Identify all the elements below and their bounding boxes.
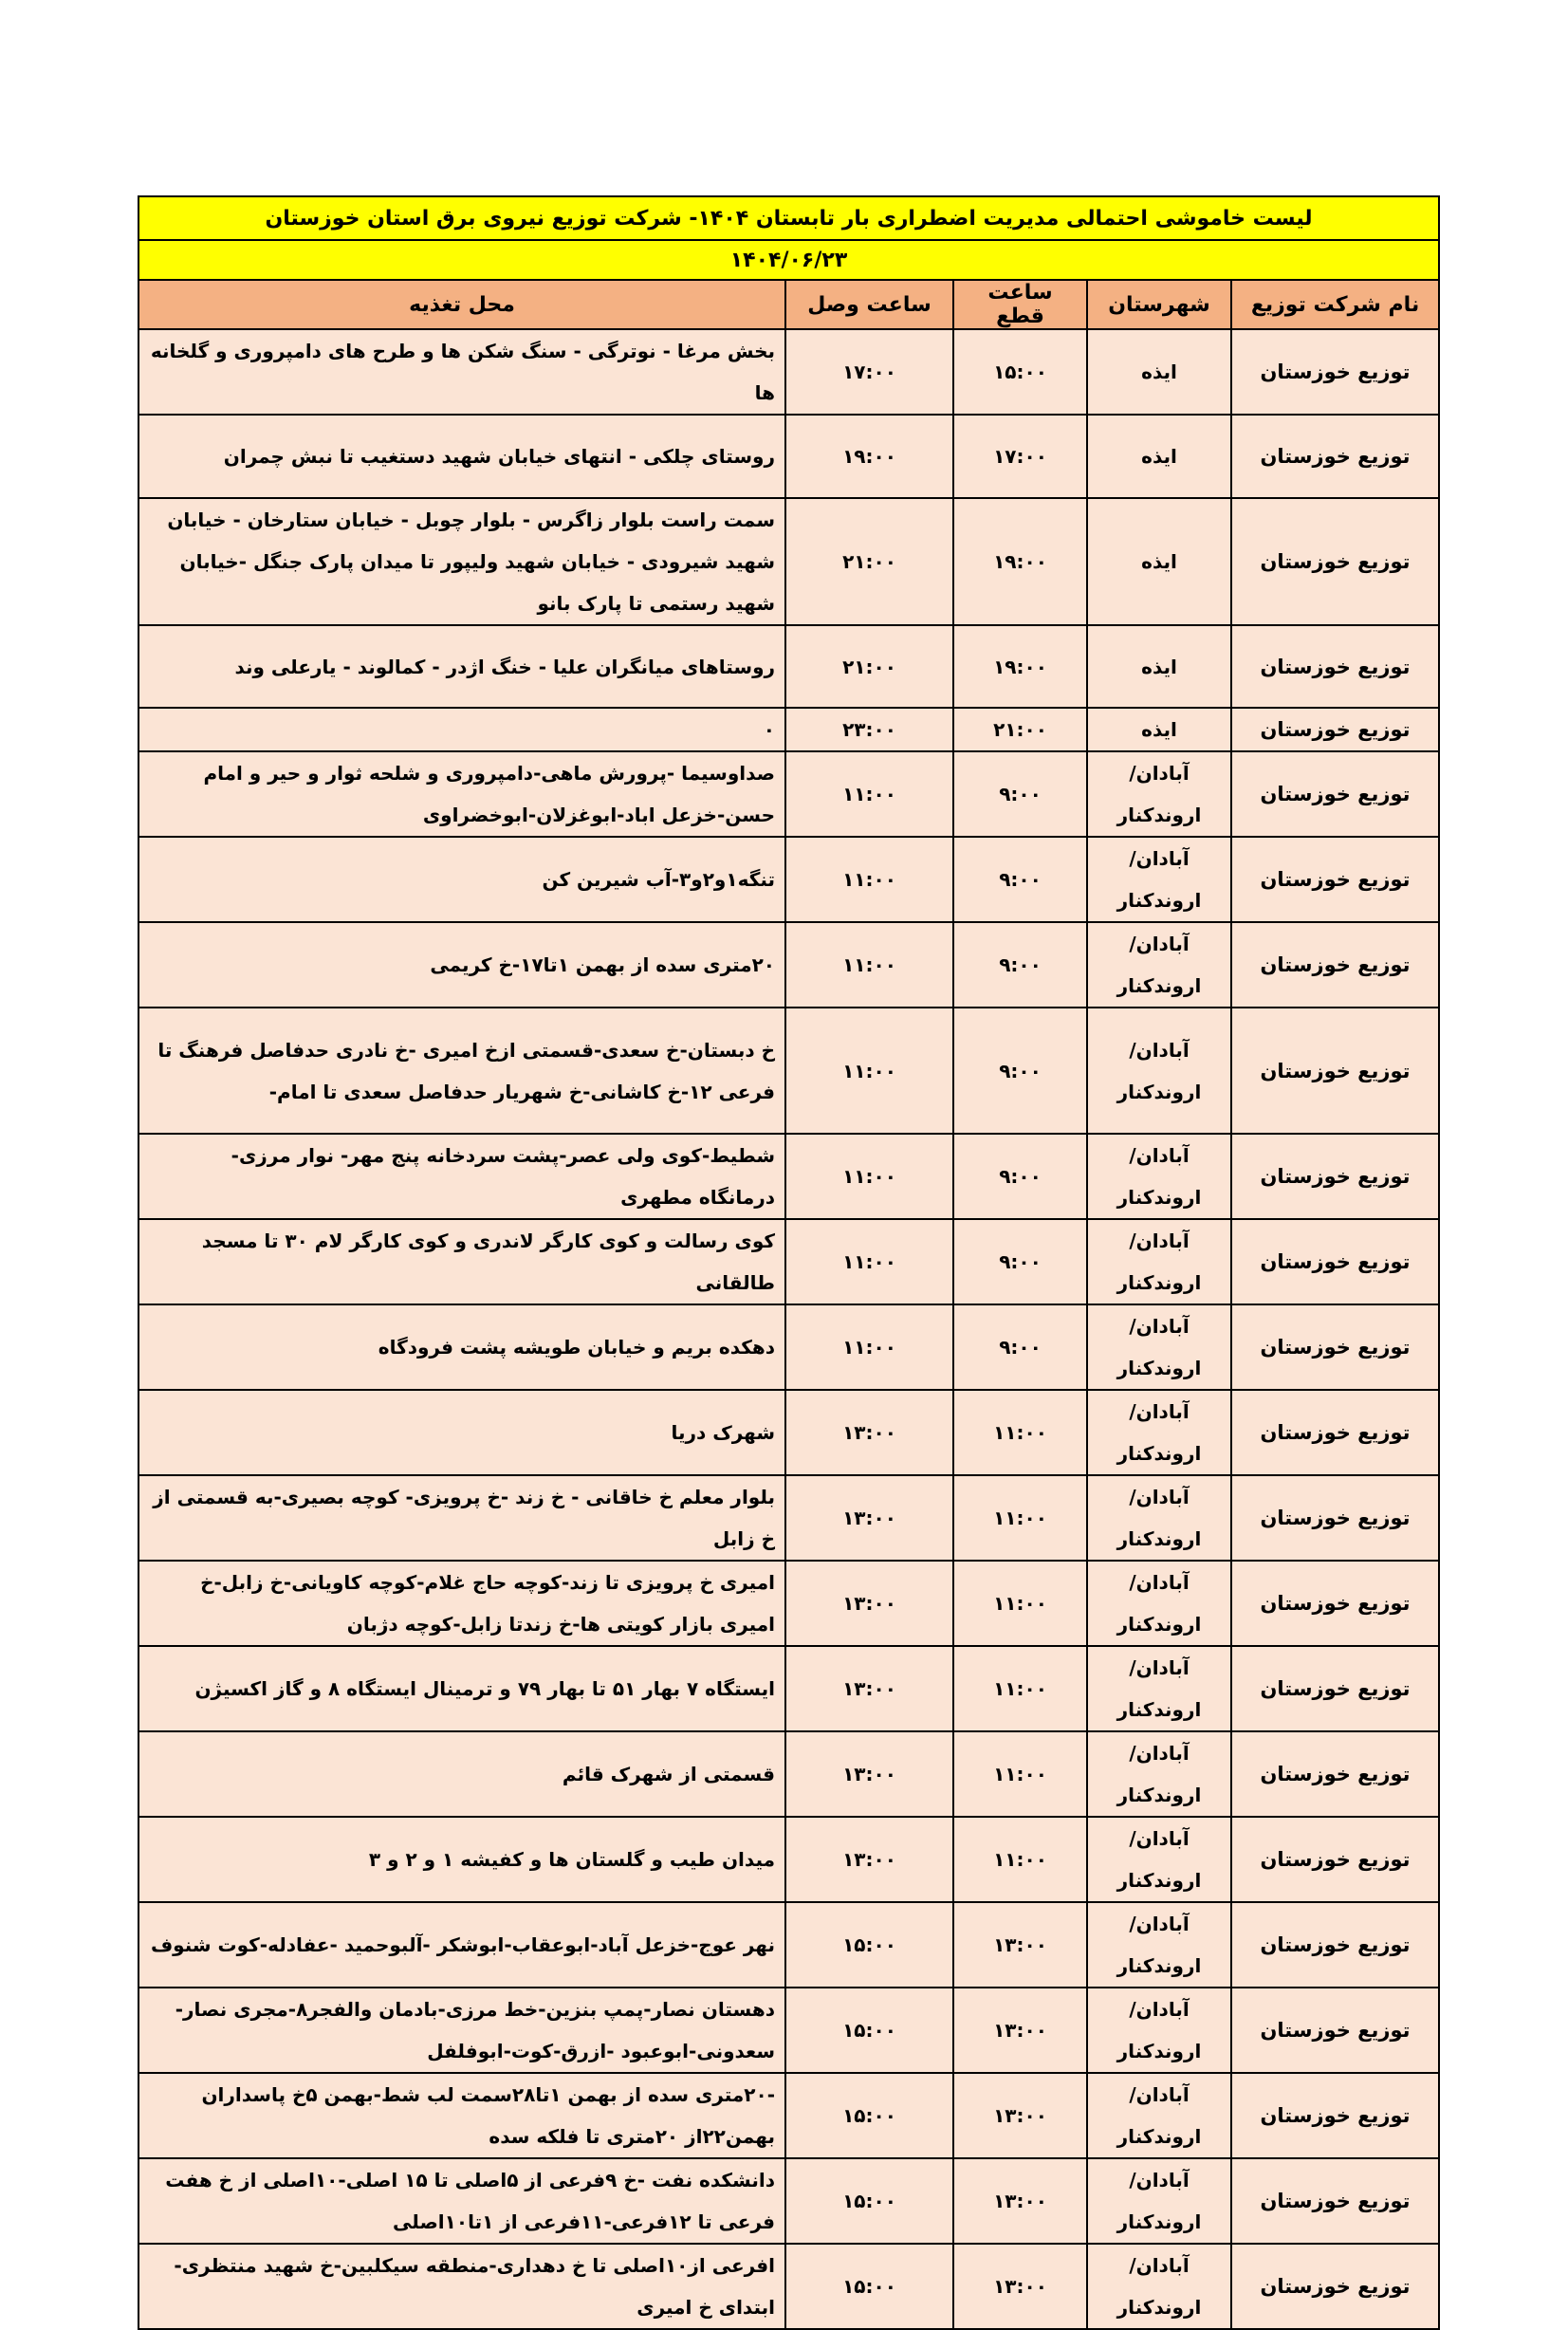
connect-time-cell: ۱۵:۰۰ — [785, 2158, 953, 2244]
outage-table — [138, 195, 1440, 2330]
location-cell: دانشکده نفت -خ ۹فرعی از ۵اصلی تا ۱۵ اصلی-۱۰اصلی از خ هفت فرعی تا ۱۲فرعی-۱۱فرعی از ۱تا۱۰اصلی — [138, 2158, 785, 2244]
table-title: لیست خاموشی احتمالی مدیریت اضطراری بار تابستان ۱۴۰۴- شرکت توزیع نیروی برق استان خوزستان — [138, 196, 1439, 240]
location-cell: شهرک دریا — [138, 1390, 785, 1475]
company-cell: توزیع خوزستان — [1231, 498, 1439, 625]
location-cell: کوی رسالت و کوی کارگر لاندری و کوی کارگر لام ۳۰ تا مسجد طالقانی — [138, 1219, 785, 1304]
table-row — [138, 1988, 1439, 2073]
city-cell: آبادان/اروندکنار — [1087, 2158, 1231, 2244]
city-cell: آبادان/اروندکنار — [1087, 1134, 1231, 1219]
location-cell: بخش مرغا - نوترگی - سنگ شکن ها و طرح های دامپروری و گلخانه ها — [138, 329, 785, 415]
company-cell: توزیع خوزستان — [1231, 2158, 1439, 2244]
table-row — [138, 1134, 1439, 1219]
cut-time-cell: ۱۳:۰۰ — [953, 2073, 1087, 2158]
location-cell: تنگه۱و۲و۳-آب شیرین کن — [138, 837, 785, 922]
location-cell: روستاهای میانگران علیا - خنگ اژدر - کمالوند - یارعلی وند — [138, 625, 785, 708]
company-cell: توزیع خوزستان — [1231, 1561, 1439, 1646]
location-cell: شطیط-کوی ولی عصر-پشت سردخانه پنج مهر- نوار مرزی- درمانگاه مطهری — [138, 1134, 785, 1219]
location-cell: میدان طیب و گلستان ها و کفیشه ۱ و ۲ و ۳ — [138, 1817, 785, 1902]
location-cell: دهستان نصار-پمپ بنزین-خط مرزی-بادمان والفجر۸-مجری نصار-سعدونی-ابوعبود -ازرق-کوت-ابوفلفل — [138, 1988, 785, 2073]
table-body — [138, 329, 1439, 2329]
city-cell: ایذه — [1087, 329, 1231, 415]
location-cell: دهکده بریم و خیابان طویشه پشت فرودگاه — [138, 1304, 785, 1390]
connect-time-cell: ۱۵:۰۰ — [785, 1902, 953, 1988]
connect-time-cell: ۱۱:۰۰ — [785, 751, 953, 837]
cut-time-cell: ۹:۰۰ — [953, 1134, 1087, 1219]
cut-time-cell: ۹:۰۰ — [953, 1008, 1087, 1134]
cut-time-cell: ۹:۰۰ — [953, 1304, 1087, 1390]
company-cell: توزیع خوزستان — [1231, 751, 1439, 837]
company-cell: توزیع خوزستان — [1231, 1731, 1439, 1817]
city-cell: آبادان/اروندکنار — [1087, 751, 1231, 837]
company-cell: توزیع خوزستان — [1231, 329, 1439, 415]
table-row — [138, 1219, 1439, 1304]
table-row — [138, 625, 1439, 708]
location-cell: ۲۰متری سده از بهمن ۱تا۱۷-خ کریمی — [138, 922, 785, 1008]
city-cell: آبادان/اروندکنار — [1087, 1390, 1231, 1475]
table-row — [138, 751, 1439, 837]
city-cell: آبادان/اروندکنار — [1087, 2244, 1231, 2329]
table-row — [138, 498, 1439, 625]
cut-time-cell: ۹:۰۰ — [953, 837, 1087, 922]
city-cell: ایذه — [1087, 415, 1231, 498]
cut-time-cell: ۱۳:۰۰ — [953, 1988, 1087, 2073]
company-cell: توزیع خوزستان — [1231, 625, 1439, 708]
company-cell: توزیع خوزستان — [1231, 1646, 1439, 1731]
cut-time-cell: ۱۷:۰۰ — [953, 415, 1087, 498]
city-cell: آبادان/اروندکنار — [1087, 1646, 1231, 1731]
header-cut-time: ساعت قطع — [953, 280, 1087, 329]
city-cell: آبادان/اروندکنار — [1087, 1988, 1231, 2073]
cut-time-cell: ۱۱:۰۰ — [953, 1731, 1087, 1817]
header-row — [138, 280, 1439, 329]
city-cell: آبادان/اروندکنار — [1087, 1731, 1231, 1817]
cut-time-cell: ۱۳:۰۰ — [953, 2244, 1087, 2329]
cut-time-cell: ۱۱:۰۰ — [953, 1390, 1087, 1475]
table-row — [138, 1390, 1439, 1475]
connect-time-cell: ۱۱:۰۰ — [785, 1134, 953, 1219]
city-cell: ایذه — [1087, 708, 1231, 751]
cut-time-cell: ۱۱:۰۰ — [953, 1817, 1087, 1902]
location-cell: خ دبستان-خ سعدی-قسمتی ازخ امیری -خ نادری حدفاصل فرهنگ تا فرعی ۱۲-خ کاشانی-خ شهریار حدفاصل سعدی تا امام- — [138, 1008, 785, 1134]
header-city: شهرستان — [1087, 280, 1231, 329]
location-cell: نهر عوج-خزعل آباد-ابوعقاب-ابوشکر -آلبوحمید -عفادله-کوت شنوف — [138, 1902, 785, 1988]
company-cell: توزیع خوزستان — [1231, 1219, 1439, 1304]
company-cell: توزیع خوزستان — [1231, 1008, 1439, 1134]
connect-time-cell: ۱۱:۰۰ — [785, 837, 953, 922]
connect-time-cell: ۱۳:۰۰ — [785, 1731, 953, 1817]
city-cell: آبادان/اروندکنار — [1087, 837, 1231, 922]
header-connect-time: ساعت وصل — [785, 280, 953, 329]
company-cell: توزیع خوزستان — [1231, 2244, 1439, 2329]
connect-time-cell: ۲۱:۰۰ — [785, 498, 953, 625]
location-cell: ایستگاه ۷ بهار ۵۱ تا بهار ۷۹ و ترمینال ایستگاه ۸ و گاز اکسیژن — [138, 1646, 785, 1731]
connect-time-cell: ۱۷:۰۰ — [785, 329, 953, 415]
company-cell: توزیع خوزستان — [1231, 415, 1439, 498]
city-cell: آبادان/اروندکنار — [1087, 1008, 1231, 1134]
table-row — [138, 708, 1439, 751]
connect-time-cell: ۱۵:۰۰ — [785, 1988, 953, 2073]
company-cell: توزیع خوزستان — [1231, 2073, 1439, 2158]
table-row — [138, 922, 1439, 1008]
connect-time-cell: ۱۱:۰۰ — [785, 1219, 953, 1304]
location-cell: روستای چلکی - انتهای خیابان شهید دستغیب تا نبش چمران — [138, 415, 785, 498]
connect-time-cell: ۱۳:۰۰ — [785, 1817, 953, 1902]
cut-time-cell: ۱۱:۰۰ — [953, 1646, 1087, 1731]
company-cell: توزیع خوزستان — [1231, 1902, 1439, 1988]
cut-time-cell: ۹:۰۰ — [953, 922, 1087, 1008]
table-row — [138, 2158, 1439, 2244]
cut-time-cell: ۹:۰۰ — [953, 751, 1087, 837]
company-cell: توزیع خوزستان — [1231, 1817, 1439, 1902]
connect-time-cell: ۲۱:۰۰ — [785, 625, 953, 708]
location-cell: سمت راست بلوار زاگرس - بلوار چوبل - خیابان ستارخان - خیابان شهید شیرودی - خیابان شهید ولیپور تا میدان پارک جنگل -خیابان شهید رستمی تا پارک بانو — [138, 498, 785, 625]
table-row — [138, 1646, 1439, 1731]
cut-time-cell: ۱۹:۰۰ — [953, 625, 1087, 708]
table-row — [138, 837, 1439, 922]
location-cell: قسمتی از شهرک قائم — [138, 1731, 785, 1817]
table-row — [138, 1817, 1439, 1902]
city-cell: آبادان/اروندکنار — [1087, 2073, 1231, 2158]
connect-time-cell: ۱۳:۰۰ — [785, 1390, 953, 1475]
cut-time-cell: ۱۹:۰۰ — [953, 498, 1087, 625]
connect-time-cell: ۱۵:۰۰ — [785, 2073, 953, 2158]
table-date: ۱۴۰۴/۰۶/۲۳ — [138, 240, 1439, 280]
city-cell: ایذه — [1087, 498, 1231, 625]
location-cell: صداوسیما -پرورش ماهی-دامپروری و شلحه ثوار و حیر و امام حسن-خزعل اباد-ابوغزلان-ابوخضراوی — [138, 751, 785, 837]
company-cell: توزیع خوزستان — [1231, 1988, 1439, 2073]
city-cell: آبادان/اروندکنار — [1087, 1902, 1231, 1988]
table-row — [138, 2244, 1439, 2329]
cut-time-cell: ۱۵:۰۰ — [953, 329, 1087, 415]
table-row — [138, 1902, 1439, 1988]
cut-time-cell: ۱۱:۰۰ — [953, 1475, 1087, 1561]
company-cell: توزیع خوزستان — [1231, 1134, 1439, 1219]
connect-time-cell: ۲۳:۰۰ — [785, 708, 953, 751]
cut-time-cell: ۹:۰۰ — [953, 1219, 1087, 1304]
city-cell: آبادان/اروندکنار — [1087, 1304, 1231, 1390]
city-cell: آبادان/اروندکنار — [1087, 922, 1231, 1008]
table-row — [138, 1008, 1439, 1134]
connect-time-cell: ۱۱:۰۰ — [785, 1008, 953, 1134]
city-cell: آبادان/اروندکنار — [1087, 1561, 1231, 1646]
title-row — [138, 196, 1439, 240]
location-cell: افرعی از۱۰اصلی تا خ دهداری-منطقه سیکلبین-خ شهید منتظری-ابتدای خ امیری — [138, 2244, 785, 2329]
table-row — [138, 329, 1439, 415]
location-cell: بلوار معلم خ خاقانی - خ زند -خ پرویزی- کوچه بصیری-به قسمتی از خ زابل — [138, 1475, 785, 1561]
location-cell: امیری خ پرویزی تا زند-کوچه حاج غلام-کوچه کاویانی-خ زابل-خ امیری بازار کویتی ها-خ زندتا زابل-کوچه دژبان — [138, 1561, 785, 1646]
cut-time-cell: ۲۱:۰۰ — [953, 708, 1087, 751]
city-cell: آبادان/اروندکنار — [1087, 1475, 1231, 1561]
connect-time-cell: ۱۱:۰۰ — [785, 922, 953, 1008]
connect-time-cell: ۱۹:۰۰ — [785, 415, 953, 498]
city-cell: آبادان/اروندکنار — [1087, 1219, 1231, 1304]
header-location: محل تغذیه — [138, 280, 785, 329]
city-cell: ایذه — [1087, 625, 1231, 708]
company-cell: توزیع خوزستان — [1231, 1390, 1439, 1475]
city-cell: آبادان/اروندکنار — [1087, 1817, 1231, 1902]
connect-time-cell: ۱۱:۰۰ — [785, 1304, 953, 1390]
connect-time-cell: ۱۳:۰۰ — [785, 1475, 953, 1561]
cut-time-cell: ۱۳:۰۰ — [953, 1902, 1087, 1988]
connect-time-cell: ۱۳:۰۰ — [785, 1646, 953, 1731]
cut-time-cell: ۱۳:۰۰ — [953, 2158, 1087, 2244]
connect-time-cell: ۱۵:۰۰ — [785, 2244, 953, 2329]
cut-time-cell: ۱۱:۰۰ — [953, 1561, 1087, 1646]
location-cell: ۰ — [138, 708, 785, 751]
table-row — [138, 1561, 1439, 1646]
table-row — [138, 1304, 1439, 1390]
company-cell: توزیع خوزستان — [1231, 922, 1439, 1008]
connect-time-cell: ۱۳:۰۰ — [785, 1561, 953, 1646]
company-cell: توزیع خوزستان — [1231, 708, 1439, 751]
company-cell: توزیع خوزستان — [1231, 1304, 1439, 1390]
table-row — [138, 2073, 1439, 2158]
company-cell: توزیع خوزستان — [1231, 1475, 1439, 1561]
table-row — [138, 1475, 1439, 1561]
date-row — [138, 240, 1439, 280]
table-row — [138, 415, 1439, 498]
location-cell: -۲۰متری سده از بهمن ۱تا۲۸سمت لب شط-بهمن ۵خ پاسداران بهمن۲۲از ۲۰متری تا فلکه سده — [138, 2073, 785, 2158]
table-row — [138, 1731, 1439, 1817]
header-company: نام شرکت توزیع — [1231, 280, 1439, 329]
company-cell: توزیع خوزستان — [1231, 837, 1439, 922]
